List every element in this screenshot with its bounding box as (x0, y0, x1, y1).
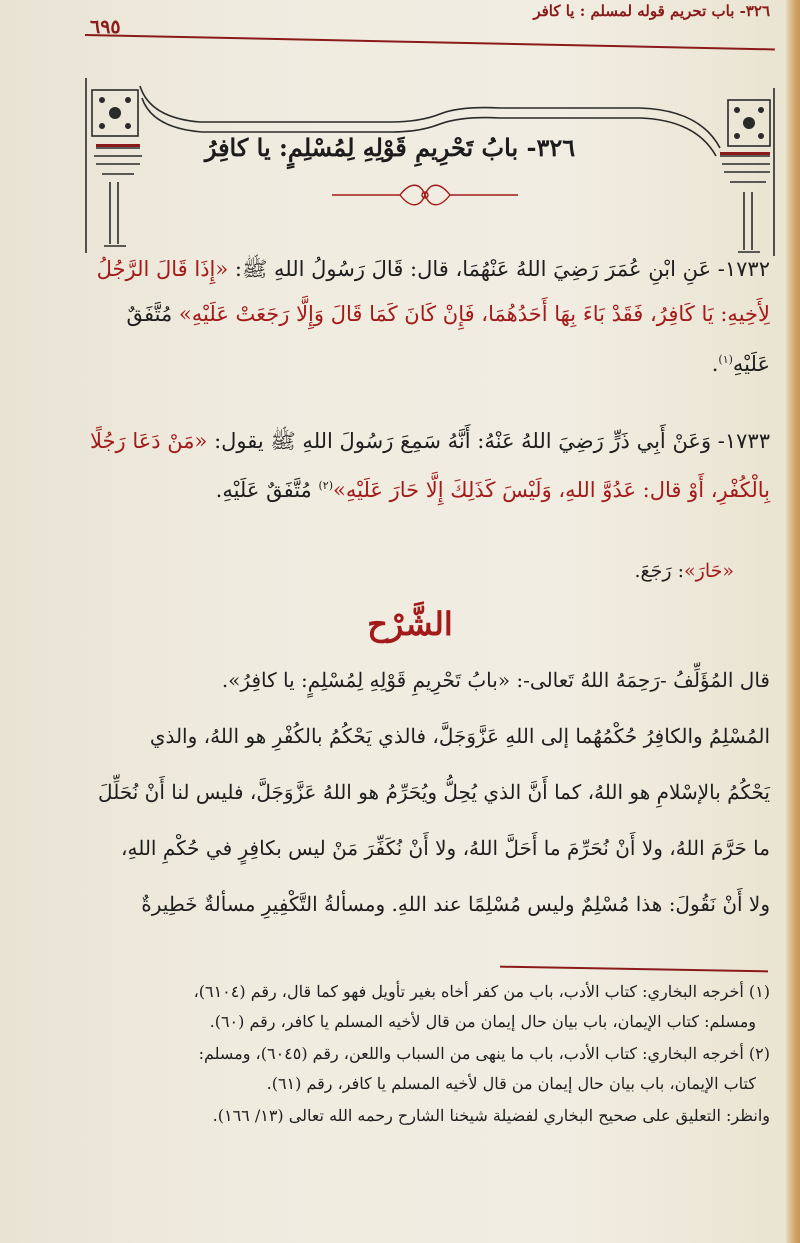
hadith-1732-muttafaq: مُتَّفَقٌ (126, 302, 173, 326)
running-header-title: ٣٢٦- باب تحريم قوله لمسلم : يا كافر (533, 2, 770, 20)
hadith-1732-line-2 (127, 302, 771, 326)
footnote-2-line-2: كتاب الإيمان، باب بيان حال إيمان من قال لأخيه المسلم يا كافر، رقم (٦١). (266, 1074, 756, 1093)
sharh-heading: الشَّرْح (367, 605, 453, 643)
gloss (58, 560, 770, 594)
footnote-ref-1: (١) (718, 353, 733, 366)
footnote-2-line-1: (٢) أخرجه البخاري: كتاب الأدب، باب ما ينهى من السباب واللعن، رقم (٦٠٤٥)، ومسلم: (198, 1044, 770, 1063)
sharh-line-3: يَحْكُمُ بالإسْلامِ هو اللهُ، كما أَنَّ الذي يُحِلُّ ويُحَرِّمُ هو اللهُ عَزَّوَجَلَّ، فليس لنا أَنْ نُحَلِّلَ (98, 780, 770, 804)
sharh-body (58, 668, 770, 958)
sharh-line-1: قال المُؤَلِّفُ -رَحِمَهُ اللهُ تَعالى-: «بابُ تَحْرِيمِ قَوْلِهِ لِمُسْلِمٍ: يا كافِرُ». (221, 668, 770, 692)
page-edge (786, 0, 800, 1243)
gloss-line (635, 560, 734, 582)
footnotes (58, 982, 770, 1162)
footnote-1-line-2: ومسلم: كتاب الإيمان، باب بيان حال إيمان من قال لأخيه المسلم يا كافر، رقم (٦٠). (209, 1012, 756, 1031)
hadith-1732-narration: ١٧٣٢- عَنِ ابْنِ عُمَرَ رَضِيَ اللهُ عَنْهُمَا، قال: قَالَ رَسُولُ اللهِ ﷺ: (234, 257, 770, 281)
header-divider (85, 34, 775, 50)
footnote-ref-2: (٢) (318, 479, 333, 492)
hadith-1733-line-1 (90, 428, 770, 459)
hadith-1732-line-3: عَلَيْهِ$^{(١)}$. (711, 352, 770, 376)
footnote-2-line-3: وانظر: التعليق على صحيح البخاري لفضيلة شيخنا الشارح رحمه الله تعالى (١٣/ ١٦٦). (212, 1106, 770, 1125)
sharh-line-2: المُسْلِمُ والكافِرُ حُكْمُهُما إلى اللهِ عَزَّوَجَلَّ، فالذي يَحْكُمُ بالكُفْرِ هو اللهُ، والذي (149, 724, 770, 748)
hadith-1732-quote: لِأَخِيهِ: يَا كَافِرُ، فَقَدْ بَاءَ بِهَا أَحَدُهُمَا، فَإِنْ كَانَ كَمَا قَالَ وَإِلَّا رَجَعَتْ عَلَيْهِ» (178, 302, 770, 326)
running-header (90, 2, 770, 36)
hadith-1732-line-1 (97, 256, 770, 287)
hadith-1733-muttafaq: مُتَّفَقٌ عَلَيْهِ. (215, 478, 312, 502)
hadith-1732-alayh: عَلَيْهِ (732, 352, 770, 376)
hadith-1733 (58, 428, 770, 528)
sharh-line-4: ما حَرَّمَ اللهُ، ولا أَنْ نُحَرِّمَ ما أَحَلَّ اللهُ، ولا أَنْ نُكَفِّرَ مَنْ ليس بكافِرٍ في حُكْمِ اللهِ، (121, 836, 770, 860)
gloss-term: «حَارَ» (684, 560, 734, 582)
hadith-1732 (58, 256, 770, 396)
footnote-divider (500, 966, 768, 973)
hadith-1733-quote-start: «مَنْ دَعَا رَجُلًا (90, 429, 208, 453)
footnote-1-line-1: (١) أخرجه البخاري: كتاب الأدب، باب من كفر أخاه بغير تأويل فهو كما قال، رقم (٦١٠٤)، (193, 982, 770, 1001)
title-ornament (330, 182, 520, 208)
page-number: ٦٩٥ (90, 16, 121, 38)
chapter-title: ٣٢٦- بابُ تَحْرِيمِ قَوْلِهِ لِمُسْلِمٍ: يا كافِرُ (204, 133, 576, 162)
chapter-title-frame (80, 78, 780, 258)
sharh-line-5: ولا أَنْ نَقُولَ: هذا مُسْلِمٌ وليس مُسْلِمًا عند اللهِ. ومسألةُ التَّكْفِيرِ مسألةٌ خَطِيرةٌ (141, 892, 770, 916)
hadith-1733-quote: بِالْكُفْرِ، أَوْ قال: عَدُوَّ اللهِ، وَلَيْسَ كَذَلِكَ إِلَّا حَارَ عَلَيْهِ» (333, 478, 770, 502)
hadith-1732-quote-start: «إِذَا قَالَ الرَّجُلُ (96, 257, 229, 281)
gloss-meaning: : رَجَعَ. (634, 560, 685, 582)
hadith-1733-line-2 (216, 478, 770, 502)
hadith-1733-narration: ١٧٣٣- وَعَنْ أَبِي ذَرٍّ رَضِيَ اللهُ عَنْهُ: أَنَّهُ سَمِعَ رَسُولَ اللهِ ﷺ يقول: (214, 429, 770, 453)
